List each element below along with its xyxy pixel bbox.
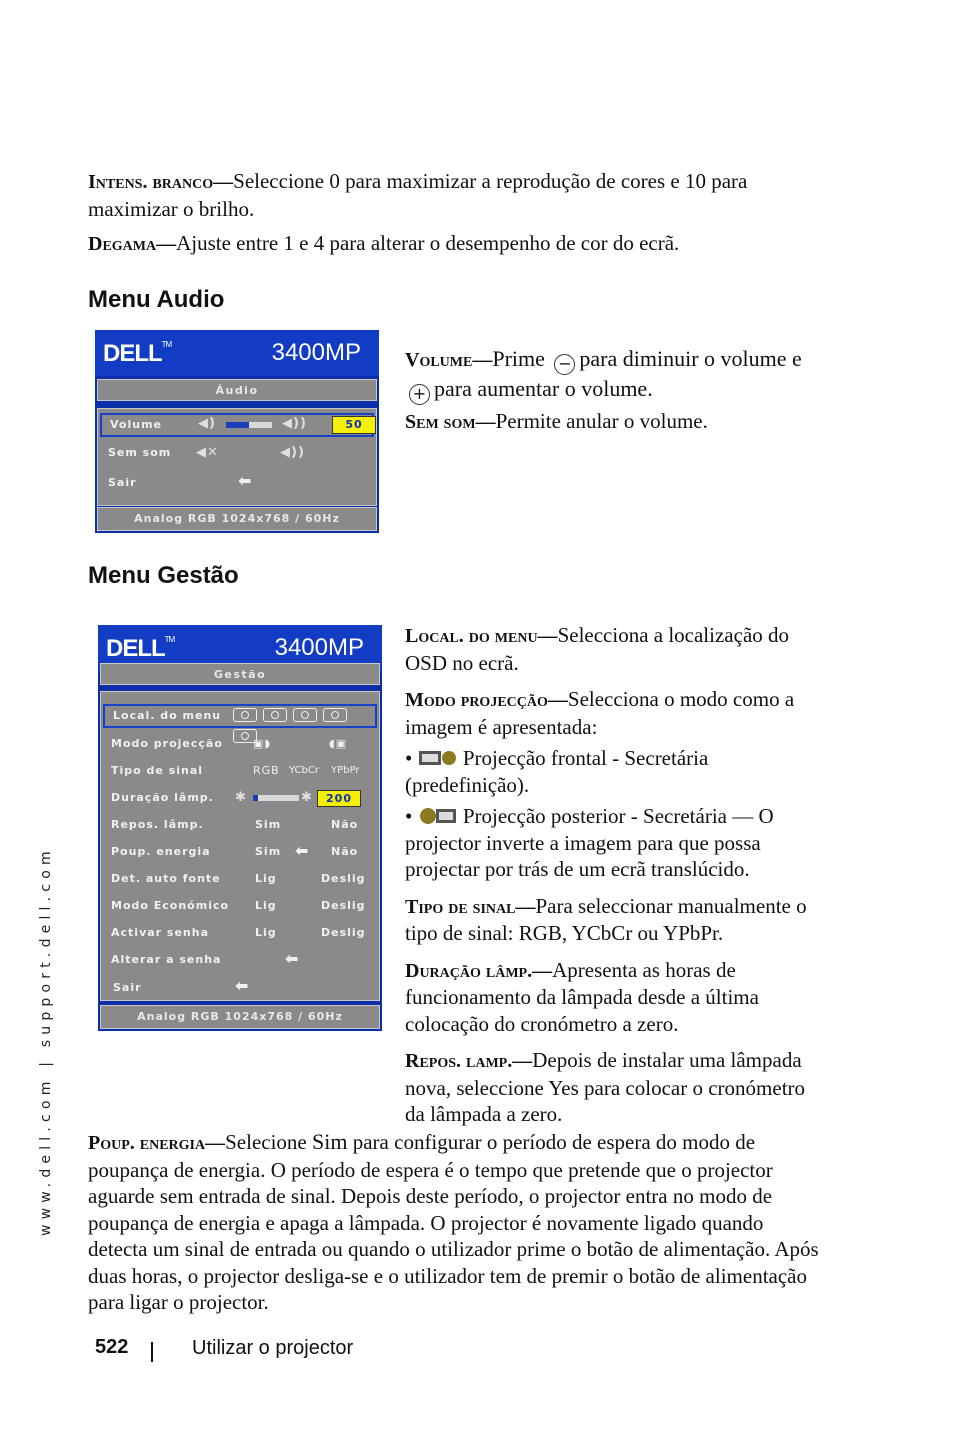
gestao-descriptions: [405, 622, 825, 1128]
bullet-rear-projection: • Projecção posterior - Secretária — O projector inverte a imagem para que possa projectar por trás de um ecrã translúcido.: [405, 804, 774, 881]
gestao-osd-image: [98, 625, 382, 1031]
modo-projeccao-paragraph: Modo projecção—Selecciona o modo como a imagem é apresentada:: [405, 687, 795, 739]
mute-paragraph: Sem som—Permite anular o volume.: [405, 409, 708, 433]
speaker-on-icon: ◀)): [280, 445, 305, 460]
rear-projection-icon: [418, 806, 458, 826]
osd-footer: Analog RGB 1024x768 / 60Hz: [97, 507, 377, 531]
osd-row-exit: Sair ⬅: [103, 976, 377, 1000]
menu-gestao-heading: Menu Gestão: [88, 562, 239, 589]
back-arrow-icon: ⬅: [295, 841, 310, 860]
duracao-lamp-paragraph: Duração lâmp.—Apresenta as horas de funcionamento da lâmpada desde a última colocação do cronómetro a zero.: [405, 957, 759, 1036]
osd-row-password: Activar senha Lig Deslig: [111, 926, 366, 939]
enter-arrow-icon: ⬅: [285, 949, 300, 968]
osd-body: [97, 408, 377, 506]
local-menu-paragraph: Local. do menu—Selecciona a localização do OSD no ecrã.: [405, 623, 790, 675]
osd-row-projection-mode: Modo projecção ▣◗ ◖▣: [103, 732, 377, 756]
osd-row-volume: Volume ◀) ◀)) 50: [100, 413, 374, 437]
footer-divider: [151, 1342, 153, 1362]
tipo-sinal-paragraph: Tipo de sinal—Para seleccionar manualmente o tipo de sinal: RGB, YCbCr ou YPbPr.: [405, 893, 807, 945]
volume-term: Volume—: [405, 349, 493, 371]
volume-value: 50: [332, 416, 376, 434]
lamp-hours-value: 200: [317, 790, 361, 807]
osd-row-lamp-hours: Duração lâmp. ✱ ✱ 200: [103, 786, 377, 810]
osd-row-signal-type: Tipo de sinal RGB YCbCr YPbPr: [111, 764, 360, 777]
front-projection-icon: ▣◗: [253, 737, 272, 750]
mute-term: Sem som—: [405, 411, 496, 433]
front-projection-icon: [418, 748, 458, 768]
osd-row-auto-source: Det. auto fonte Lig Deslig: [111, 872, 366, 885]
model-label: 3400MP: [274, 634, 364, 661]
volume-bar: [226, 422, 272, 428]
model-label: 3400MP: [271, 339, 361, 366]
osd-title: Gestão: [100, 663, 380, 685]
plus-icon: ✱: [301, 790, 313, 805]
dell-logo: DELL™: [103, 340, 172, 367]
intens-term: Intens. branco—: [88, 171, 234, 193]
degama-text: Ajuste entre 1 e 4 para alterar o desempenho de cor do ecrã.: [176, 231, 680, 255]
speaker-high-icon: ◀)): [282, 416, 307, 431]
osd-row-lamp-reset: Repos. lâmp. Sim Não: [111, 818, 359, 831]
minus-icon: ✱: [235, 790, 247, 805]
poup-energia-paragraph: Poup. energia—Selecione Sim para configurar o período de espera do modo de poupança de energia. O período de espera é o tempo que pretende que o projector aguarde sem entrada de sinal. Depois deste período, o projector entra no modo de poupança de energia e apaga a lâmpada. O projector é novamente ligado quando detecta um sinal de entrada ou quando o utilizador prime o botão de alimentação. Após duas horas, o projector desliga-se e o utilizador tem de premir o botão de alimentação para ligar o projector.: [88, 1129, 819, 1314]
bullet-front-projection: • Projecção frontal - Secretária (predefinição).: [405, 746, 709, 797]
osd-row-change-password: Alterar a senha ⬅: [103, 948, 377, 972]
lamp-bar: [253, 795, 299, 801]
osd-row-power-saving: Poup. energia Sim ⬅ Não: [103, 840, 377, 864]
menu-audio-heading: Menu Audio: [88, 286, 225, 313]
degama-paragraph: [88, 230, 828, 258]
side-url-text: www.dell.com | support.dell.com: [38, 846, 54, 1236]
minus-icon: −: [554, 354, 575, 375]
osd-title: Áudio: [97, 379, 377, 401]
rear-projection-icon: ◖▣: [329, 737, 348, 750]
plus-icon: +: [409, 384, 430, 405]
speaker-mute-icon: ◀✕: [196, 445, 219, 460]
exit-arrow-icon: ⬅: [235, 976, 250, 995]
page-number: 522: [95, 1336, 129, 1358]
osd-footer: Analog RGB 1024x768 / 60Hz: [100, 1005, 380, 1029]
intens-text: Seleccione 0 para maximizar a reprodução de cores e 10 para maximizar o brilho.: [88, 169, 748, 221]
osd-row-menu-location: Local. do menu: [103, 704, 377, 728]
osd-row-mute: Sem som ◀✕ ◀)): [100, 441, 374, 465]
exit-arrow-icon: ⬅: [238, 471, 253, 490]
osd-header: [95, 330, 379, 376]
speaker-low-icon: ◀): [198, 416, 216, 431]
section-title: Utilizar o projector: [192, 1337, 354, 1359]
osd-row-eco-mode: Modo Económico Lig Deslig: [111, 899, 366, 912]
repos-lamp-paragraph: Repos. lamp.—Depois de instalar uma lâmpada nova, seleccione Yes para colocar o cronómetro da lâmpada a zero.: [405, 1048, 806, 1126]
dell-logo: DELL™: [106, 635, 175, 662]
degama-term: Degama—: [88, 233, 177, 255]
volume-paragraph: Volume—Prime − para diminuir o volume e + para aumentar o volume.: [405, 346, 802, 403]
audio-osd-image: [95, 330, 379, 533]
osd-body: [100, 691, 380, 1001]
osd-row-exit: Sair ⬅: [100, 471, 374, 495]
intens-branco-paragraph: [88, 168, 828, 222]
